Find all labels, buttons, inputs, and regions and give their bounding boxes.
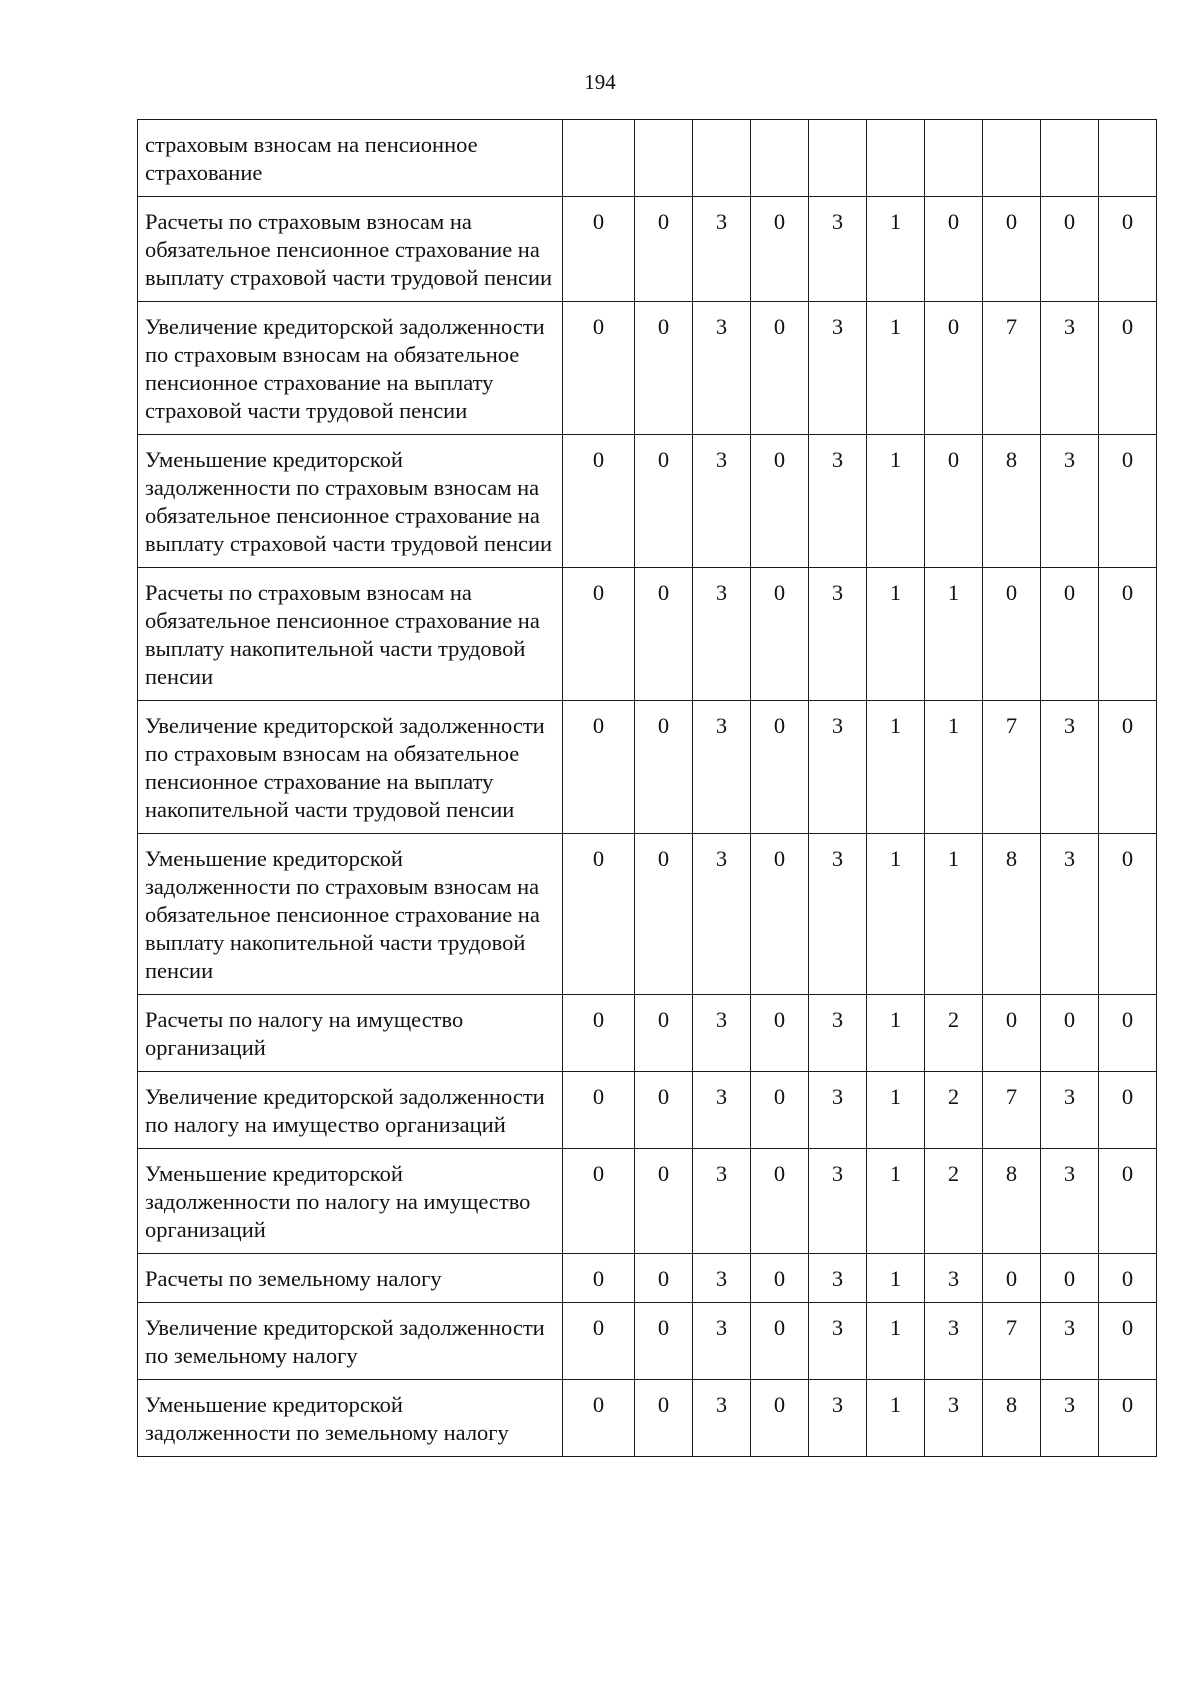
account-description-cell: Увеличение кредиторской задолженности по налогу на имущество организаций (138, 1072, 563, 1149)
account-description-cell: Уменьшение кредиторской задолженности по страховым взносам на обязательное пенсионное страхование на выплату страховой части трудовой пенсии (138, 435, 563, 568)
code-digit-cell: 0 (635, 302, 693, 435)
account-description-cell: Уменьшение кредиторской задолженности по налогу на имущество организаций (138, 1149, 563, 1254)
code-digit-cell: 0 (563, 1072, 635, 1149)
table-row (138, 1072, 1157, 1149)
code-digit-cell: 0 (1099, 302, 1157, 435)
code-digit-cell: 7 (983, 1303, 1041, 1380)
code-digit-cell: 0 (1041, 1254, 1099, 1303)
code-digit-cell: 7 (983, 302, 1041, 435)
code-digit-cell: 0 (1099, 701, 1157, 834)
code-digit-cell: 1 (867, 834, 925, 995)
code-digit-cell: 0 (1099, 1149, 1157, 1254)
code-digit-cell: 0 (635, 1380, 693, 1457)
code-digit-cell: 2 (925, 1072, 983, 1149)
code-digit-cell: 1 (925, 701, 983, 834)
account-description-cell: Расчеты по земельному налогу (138, 1254, 563, 1303)
code-digit-cell: 0 (635, 1149, 693, 1254)
code-digit-cell: 0 (1099, 435, 1157, 568)
code-digit-cell: 2 (925, 1149, 983, 1254)
account-description-cell: Уменьшение кредиторской задолженности по земельному налогу (138, 1380, 563, 1457)
code-digit-cell: 3 (809, 1149, 867, 1254)
code-digit-cell: 3 (693, 568, 751, 701)
code-digit-cell: 3 (925, 1254, 983, 1303)
account-description-cell: Расчеты по налогу на имущество организаций (138, 995, 563, 1072)
code-digit-cell: 0 (563, 1380, 635, 1457)
code-digit-cell: 0 (635, 701, 693, 834)
table-row (138, 834, 1157, 995)
code-digit-cell: 3 (693, 302, 751, 435)
code-digit-cell: 3 (925, 1303, 983, 1380)
code-digit-cell: 3 (809, 1254, 867, 1303)
code-digit-cell: 3 (809, 1303, 867, 1380)
code-digit-cell: 0 (1099, 1254, 1157, 1303)
code-digit-cell: 2 (925, 995, 983, 1072)
code-digit-cell: 0 (751, 1149, 809, 1254)
account-description-cell: Увеличение кредиторской задолженности по земельному налогу (138, 1303, 563, 1380)
code-digit-cell: 3 (1041, 302, 1099, 435)
code-digit-cell: 0 (751, 302, 809, 435)
code-digit-cell: 0 (1099, 1303, 1157, 1380)
code-digit-cell: 1 (867, 1380, 925, 1457)
table-row (138, 995, 1157, 1072)
code-digit-cell: 0 (751, 197, 809, 302)
code-digit-cell: 0 (563, 435, 635, 568)
code-digit-cell: 1 (867, 568, 925, 701)
code-digit-cell: 0 (751, 834, 809, 995)
code-digit-cell (983, 120, 1041, 197)
code-digit-cell: 3 (809, 568, 867, 701)
code-digit-cell: 0 (563, 568, 635, 701)
code-digit-cell (867, 120, 925, 197)
code-digit-cell: 0 (1099, 1380, 1157, 1457)
account-description-cell: Уменьшение кредиторской задолженности по страховым взносам на обязательное пенсионное страхование на выплату накопительной части трудовой пенсии (138, 834, 563, 995)
account-description-cell: Расчеты по страховым взносам на обязательное пенсионное страхование на выплату страховой части трудовой пенсии (138, 197, 563, 302)
code-digit-cell: 0 (563, 302, 635, 435)
code-digit-cell: 0 (751, 1303, 809, 1380)
code-digit-cell: 1 (867, 1254, 925, 1303)
code-digit-cell: 1 (867, 1149, 925, 1254)
code-digit-cell: 8 (983, 1149, 1041, 1254)
account-description-cell: Увеличение кредиторской задолженности по страховым взносам на обязательное пенсионное страхование на выплату страховой части трудовой пенсии (138, 302, 563, 435)
code-digit-cell: 0 (751, 701, 809, 834)
code-digit-cell: 3 (693, 435, 751, 568)
code-digit-cell: 0 (751, 435, 809, 568)
code-digit-cell: 1 (867, 197, 925, 302)
code-digit-cell: 0 (563, 995, 635, 1072)
code-digit-cell: 0 (635, 435, 693, 568)
code-digit-cell: 3 (925, 1380, 983, 1457)
code-digit-cell: 1 (867, 435, 925, 568)
code-digit-cell: 0 (1099, 995, 1157, 1072)
code-digit-cell: 0 (751, 995, 809, 1072)
code-digit-cell: 3 (1041, 1072, 1099, 1149)
code-digit-cell (1041, 120, 1099, 197)
code-digit-cell: 1 (925, 568, 983, 701)
code-digit-cell: 0 (925, 435, 983, 568)
account-description-cell: Расчеты по страховым взносам на обязательное пенсионное страхование на выплату накопительной части трудовой пенсии (138, 568, 563, 701)
code-digit-cell: 3 (809, 701, 867, 834)
code-digit-cell: 3 (1041, 435, 1099, 568)
code-digit-cell: 0 (983, 1254, 1041, 1303)
code-digit-cell: 3 (693, 197, 751, 302)
code-digit-cell: 0 (1041, 995, 1099, 1072)
table-row (138, 1254, 1157, 1303)
table-row (138, 568, 1157, 701)
table-row (138, 302, 1157, 435)
code-digit-cell: 1 (925, 834, 983, 995)
code-digit-cell: 0 (751, 1254, 809, 1303)
code-digit-cell: 0 (563, 1149, 635, 1254)
table-row (138, 435, 1157, 568)
code-digit-cell: 0 (983, 568, 1041, 701)
code-digit-cell: 3 (693, 1303, 751, 1380)
code-digit-cell (751, 120, 809, 197)
code-digit-cell (693, 120, 751, 197)
code-digit-cell: 8 (983, 834, 1041, 995)
code-digit-cell: 1 (867, 995, 925, 1072)
account-description-cell: Увеличение кредиторской задолженности по страховым взносам на обязательное пенсионное страхование на выплату накопительной части трудовой пенсии (138, 701, 563, 834)
code-digit-cell: 0 (563, 1254, 635, 1303)
code-digit-cell: 3 (809, 197, 867, 302)
code-digit-cell: 3 (693, 1380, 751, 1457)
code-digit-cell: 0 (635, 568, 693, 701)
code-digit-cell: 0 (635, 995, 693, 1072)
code-digit-cell: 0 (983, 197, 1041, 302)
code-digit-cell: 0 (1041, 568, 1099, 701)
code-digit-cell: 1 (867, 1072, 925, 1149)
code-digit-cell: 0 (635, 834, 693, 995)
code-digit-cell: 0 (925, 197, 983, 302)
code-digit-cell: 0 (1099, 834, 1157, 995)
account-codes-table (137, 119, 1157, 1457)
code-digit-cell: 0 (1041, 197, 1099, 302)
code-digit-cell: 0 (925, 302, 983, 435)
code-digit-cell: 7 (983, 701, 1041, 834)
code-digit-cell: 0 (1099, 568, 1157, 701)
code-digit-cell: 3 (693, 1254, 751, 1303)
code-digit-cell (635, 120, 693, 197)
page-number: 194 (584, 70, 616, 94)
code-digit-cell: 8 (983, 435, 1041, 568)
code-digit-cell: 3 (693, 1072, 751, 1149)
code-digit-cell: 0 (563, 701, 635, 834)
code-digit-cell: 0 (635, 1303, 693, 1380)
code-digit-cell: 0 (983, 995, 1041, 1072)
account-description-cell: страховым взносам на пенсионное страхование (138, 120, 563, 197)
code-digit-cell: 7 (983, 1072, 1041, 1149)
code-digit-cell: 0 (635, 1254, 693, 1303)
code-digit-cell: 0 (751, 1072, 809, 1149)
code-digit-cell: 3 (809, 435, 867, 568)
table-row (138, 1149, 1157, 1254)
code-digit-cell: 0 (635, 197, 693, 302)
table-row (138, 1303, 1157, 1380)
table-row (138, 701, 1157, 834)
table-row (138, 1380, 1157, 1457)
code-digit-cell: 3 (693, 1149, 751, 1254)
code-digit-cell: 3 (1041, 701, 1099, 834)
code-digit-cell: 0 (1099, 197, 1157, 302)
code-digit-cell: 3 (809, 302, 867, 435)
code-digit-cell: 3 (1041, 834, 1099, 995)
code-digit-cell: 1 (867, 1303, 925, 1380)
code-digit-cell: 0 (1099, 1072, 1157, 1149)
code-digit-cell (563, 120, 635, 197)
code-digit-cell: 3 (1041, 1303, 1099, 1380)
code-digit-cell: 3 (693, 701, 751, 834)
code-digit-cell: 0 (751, 1380, 809, 1457)
code-digit-cell (1099, 120, 1157, 197)
code-digit-cell: 3 (1041, 1380, 1099, 1457)
code-digit-cell: 3 (809, 1072, 867, 1149)
code-digit-cell: 0 (563, 197, 635, 302)
table-row (138, 197, 1157, 302)
code-digit-cell: 0 (751, 568, 809, 701)
code-digit-cell: 0 (563, 1303, 635, 1380)
code-digit-cell (809, 120, 867, 197)
table-row (138, 120, 1157, 197)
code-digit-cell: 1 (867, 701, 925, 834)
code-digit-cell: 3 (809, 834, 867, 995)
code-digit-cell: 0 (635, 1072, 693, 1149)
code-digit-cell: 1 (867, 302, 925, 435)
code-digit-cell: 3 (809, 1380, 867, 1457)
code-digit-cell: 3 (809, 995, 867, 1072)
code-digit-cell: 3 (1041, 1149, 1099, 1254)
code-digit-cell: 0 (563, 834, 635, 995)
code-digit-cell: 3 (693, 834, 751, 995)
code-digit-cell: 8 (983, 1380, 1041, 1457)
code-digit-cell: 3 (693, 995, 751, 1072)
code-digit-cell (925, 120, 983, 197)
